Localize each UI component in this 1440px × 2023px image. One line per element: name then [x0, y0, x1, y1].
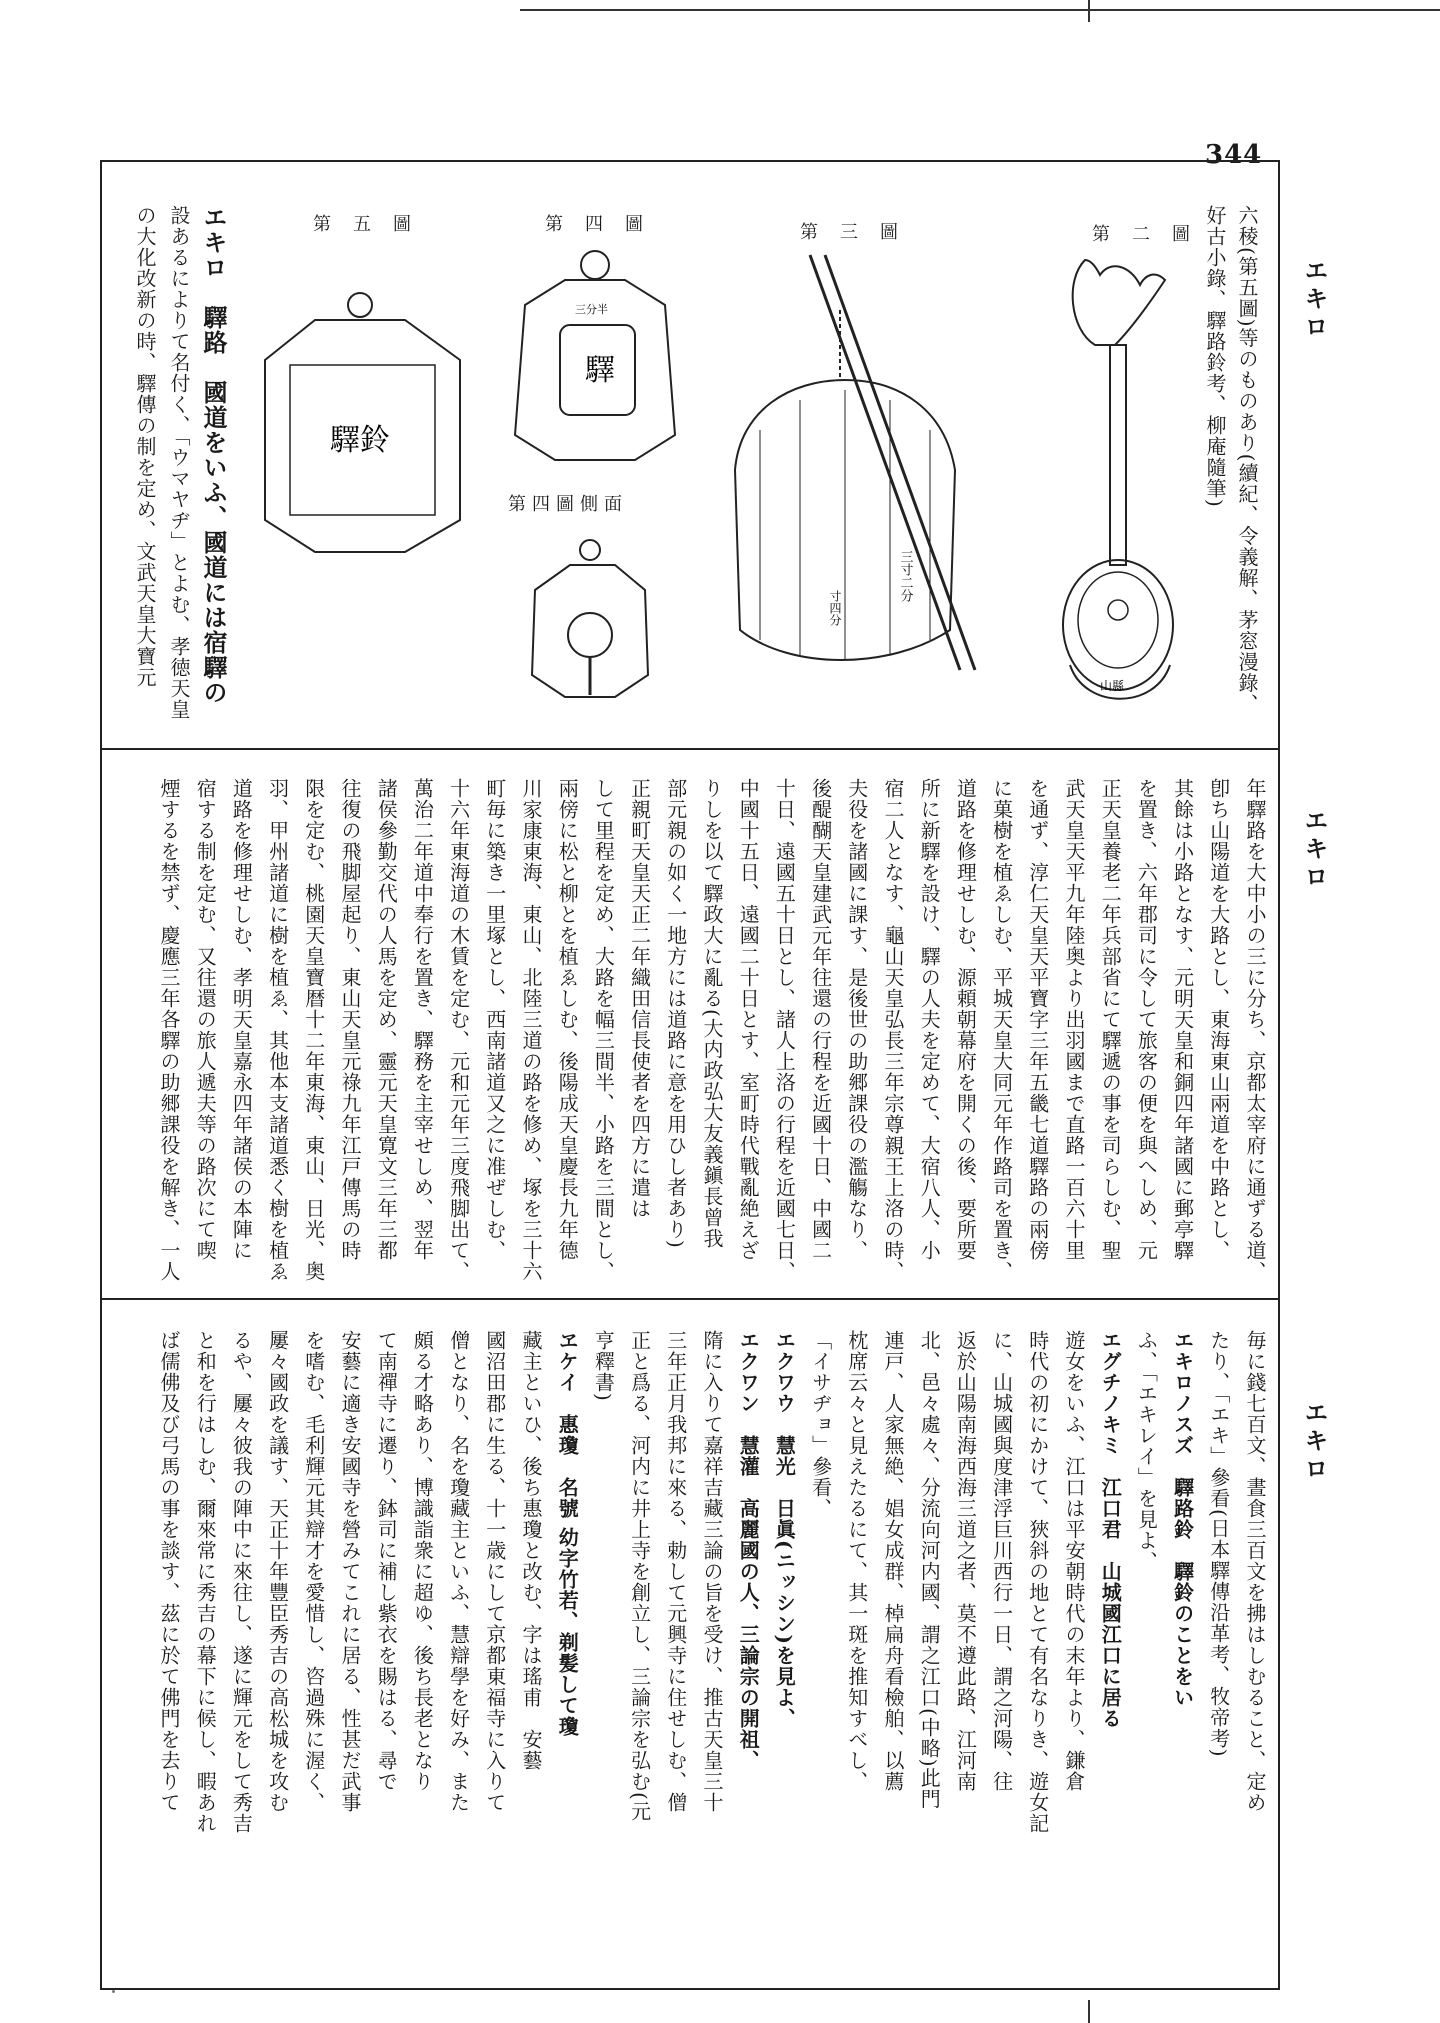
bottom-text-line: エキロノスズ 驛路鈴 驛鈴のことをい [1170, 1330, 1195, 1708]
intro-line-1: 六稜(第五圖)等のものあり(續紀、令義解、茅窓漫錄、 [1235, 205, 1259, 715]
bottom-text-line: と和を行はしむ、爾來常に秀吉の幕下に候し、暇あれ [193, 1330, 218, 1834]
figure-2-bell-illustration [1055, 250, 1195, 720]
bottom-text-line: 連戸、人家無絶、娼女成群、棹扁舟看檢舶、以薦 [881, 1330, 905, 1792]
middle-text-line: 其餘は小路となす、元明天皇和銅四年諸國に郵亭驛 [1170, 778, 1195, 1261]
top-entry-line-1 [198, 205, 228, 705]
middle-text-line: に菓樹を植ゑしむ、平城天皇大同元年作路司を置き、 [989, 778, 1014, 1282]
bottom-text-line: を嗜む、毛利輝元其辯才を愛惜し、咨過殊に渥く、 [301, 1330, 326, 1813]
middle-text-line: 年驛路を大中小の三に分ち、京都太宰府に通ずる道、 [1243, 778, 1267, 1282]
figure-5-center-glyph: 驛鈴 [330, 423, 390, 458]
bottom-text-line: 「イサヂョ」參看、 [808, 1330, 833, 1519]
bottom-text-line: 毎に錢七百文、晝食三百文を拂はしむること、定め [1243, 1330, 1267, 1813]
bottom-text-line: 屢々國政を議す、天正十年豐臣秀吉の高松城を攻む [265, 1330, 290, 1813]
middle-text-line: 羽、甲州諸道に樹を植ゑ、其他本支諸道悉く樹を植ゑ [265, 778, 290, 1282]
bottom-text-line: エグチノキミ 江口君 山城國江口に居る [1098, 1330, 1123, 1729]
middle-text-line: 正親町天皇天正二年織田信長使者を四方に遣は [627, 778, 652, 1219]
middle-text-line: 卽ち山陽道を大路とし、東海東山兩道を中路とし、 [1206, 778, 1231, 1261]
bottom-text-line: 三年正月我邦に來る、勅して元興寺に住せしむ、僧 [663, 1330, 688, 1813]
bottom-text-line: 返於山陽南海西海三道之者、莫不遵此路、江河南 [953, 1330, 978, 1792]
scan-top-mark [1088, 0, 1090, 22]
middle-text-line: を通ず、淳仁天皇天平寶字三年五畿七道驛路の兩傍 [1025, 778, 1050, 1261]
bottom-text-line: 藏主といひ、後ち惠瓊と改む、字は瑤甫 安藝 [519, 1330, 543, 1771]
bottom-text-line: て南禪寺に遷り、鉢司に補し紫衣を賜はる、尋で [374, 1330, 399, 1792]
bottom-text-line: 國沼田郡に生る、十一歳にして京都東福寺に入りて [482, 1330, 507, 1813]
top-entry-line-3: の大化改新の時、驛傳の制を定め、文武天皇大寶元 [133, 205, 157, 688]
bottom-text-line: エクワン 慧灌 高麗國の人、三論宗の開祖、 [736, 1330, 761, 1771]
middle-text-line: 宿する制を定む、又往還の旅人遞夫等の路次にて喫 [193, 778, 218, 1261]
scan-speck [112, 1990, 115, 1993]
bottom-text-line: 隋に入りて嘉祥吉藏三論の旨を受け、推古天皇三十 [700, 1330, 724, 1813]
figure-4-side-illustration [520, 535, 660, 705]
bottom-text-line: たり、「エキ」參看(日本驛傳沿革考、牧帝考) [1206, 1330, 1231, 1758]
section-divider-top [100, 748, 1280, 750]
figure-4-top-inscription: 三分半 [575, 303, 608, 316]
middle-text-line: 部元親の如く一地方には道路に意を用ひし者あり) [663, 778, 688, 1249]
bottom-text-line: 亨釋書) [591, 1330, 616, 1402]
bottom-text-line: 頗る才略あり、博識詣衆に超ゆ、後ち長老となり [410, 1330, 435, 1792]
middle-text-line: 十六年東海道の木賃を定む、元和元年三度飛脚出て、 [446, 778, 471, 1282]
bottom-text-line: 北、邑々處々、分流向河内國、謂之江口(中略)此門 [917, 1330, 942, 1810]
bottom-text-line: 時代の初にかけて、狹斜の地とて有名なりき、遊女記 [1025, 1330, 1050, 1834]
middle-text-line: 夫役を諸國に課す、是後世の助郷課役の濫觴なり、 [844, 778, 869, 1261]
middle-text-line: 道路を修理せしむ、孝明天皇嘉永四年諸侯の本陣に [229, 778, 254, 1261]
middle-text-line: 十日、遠國五十日とし、諸人上洛の行程を近國七日、 [772, 778, 797, 1282]
scan-top-rule [520, 9, 1440, 11]
bottom-text-line: 正と爲る、河内に井上寺を創立し、三論宗を弘む(元 [627, 1330, 652, 1822]
figure-label-5: 第五圖 [313, 214, 433, 235]
figure-5-bell-illustration [255, 290, 470, 560]
bottom-text-line: ば儒佛及び弓馬の事を談す、茲に於て佛門を去りて [157, 1330, 181, 1813]
middle-text-line: 兩傍に松と柳とを植ゑしむ、後陽成天皇慶長九年德 [555, 778, 580, 1261]
bottom-text-line: ヱケイ 惠瓊 名號 幼字竹若、剃髪して瓊 [555, 1330, 580, 1737]
running-head-bottom: エキロ [1300, 1400, 1328, 1484]
bottom-text-line: 遊女をいふ、江口は平安朝時代の末年より、鎌倉 [1062, 1330, 1086, 1792]
middle-text-line: 宿二人となす、龜山天皇弘長三年宗尊親王上洛の時、 [881, 778, 905, 1282]
section-divider-bottom [100, 1298, 1280, 1300]
figure-label-2: 第二圖 [1092, 224, 1212, 245]
bottom-text-line: 僧となり、名を瓊藏主といふ、慧辯學を好み、また [446, 1330, 471, 1813]
headword-ekiro: エキロ 驛路 國道をいふ、國道には宿驛の [199, 205, 227, 705]
middle-text-line: りしを以て驛政大に亂る(大内政弘大友義鎭長曾我 [700, 778, 724, 1249]
intro-line-2: 好古小錄、驛路鈴考、柳庵隨筆) [1203, 205, 1227, 508]
middle-text-line: 所に新驛を設け、驛の人夫を定めて、大宿八人、小 [917, 778, 942, 1261]
bottom-text-line: 安藝に適き安國寺を營みてこれに居る、性甚だ武事 [338, 1330, 362, 1813]
middle-text-line: 川家康東海、東山、北陸三道の路を修め、塚を三十六 [519, 778, 543, 1282]
figure-label-4: 第四圖 [545, 214, 665, 235]
middle-text-line: 中國十五日、遠國二十日とす、室町時代戰亂絶えざ [736, 778, 761, 1261]
figure-label-4-side: 第四圖側面 [508, 494, 628, 515]
figure-4-center-glyph: 驛 [585, 353, 615, 388]
figure-2-inscription: 山縣 [1100, 679, 1125, 693]
bottom-text-line: に、山城國與度津浮巨川西行一日、謂之河陽、往 [989, 1330, 1014, 1792]
bottom-text-line: るや、屢々彼我の陣中に來往し、遂に輝元をして秀吉 [229, 1330, 254, 1834]
figure-label-3: 第三圖 [800, 222, 920, 243]
bottom-text-line: ふ、「エキレイ」を見よ、 [1134, 1330, 1159, 1572]
middle-text-line: 正天皇養老二年兵部省にて驛遞の事を司らしむ、聖 [1098, 778, 1123, 1261]
top-entry-line-2: 設あるによりて名付く、「ウマヤヂ」とよむ、孝徳天皇 [167, 205, 191, 720]
running-head-middle: エキロ [1300, 808, 1328, 892]
bottom-text-line: エクワウ 慧光 日眞(ニッシン)を見よ、 [772, 1330, 797, 1729]
figure-4-bell-illustration [505, 245, 685, 475]
middle-text-line: 武天皇天平九年陸奥より出羽國まで直路一百六十里 [1062, 778, 1086, 1261]
middle-text-line: 町毎に築き一里塚とし、西南諸道又之に准ぜしむ、 [482, 778, 507, 1261]
middle-text-line: 往復の飛脚屋起り、東山天皇元祿九年江戸傳馬の時 [338, 778, 362, 1261]
middle-text-line: 煙するを禁ず、慶應三年各驛の助郷課役を解き、一人 [157, 778, 181, 1282]
middle-text-line: 萬治二年道中奉行を置き、驛務を主宰せしめ、翌年 [410, 778, 435, 1261]
bottom-text-line: 枕席云々と見えたるにて、其一斑を推知すべし、 [844, 1330, 869, 1792]
middle-text-line: 後醍醐天皇建武元年往還の行程を近國十日、中國二 [808, 778, 833, 1261]
figure-3-bell-illustration [720, 250, 1030, 690]
middle-text-line: 限を定む、桃園天皇寶暦十二年東海、東山、日光、奥 [301, 778, 326, 1282]
running-head-top: エキロ [1300, 258, 1328, 342]
middle-text-line: して里程を定め、大路を幅三間半、小路を三間とし、 [591, 778, 616, 1282]
middle-text-line: 道路を修理せしむ、源頼朝幕府を開くの後、要所要 [953, 778, 978, 1261]
scan-bottom-mark [1088, 2000, 1090, 2023]
page-number: 344 [1205, 140, 1263, 170]
middle-text-line: を置き、六年郡司に令して旅客の便を與へしめ、元 [1134, 778, 1159, 1261]
figure-3-inscription-a: 三寸二分 [897, 550, 913, 602]
figure-3-inscription-b: 寸四分 [828, 590, 842, 626]
middle-text-line: 諸侯參勤交代の人馬を定め、靈元天皇寛文三年三都 [374, 778, 399, 1261]
